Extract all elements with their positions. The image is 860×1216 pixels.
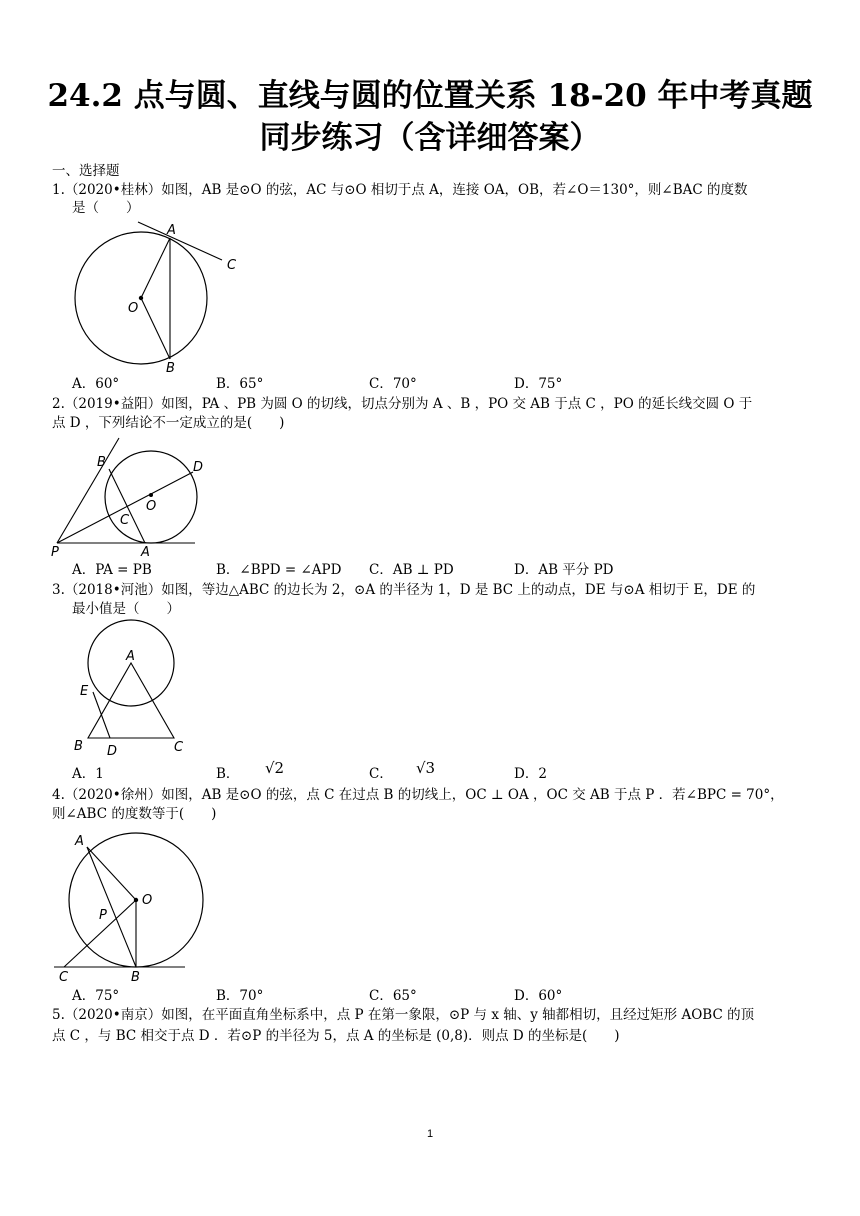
label-c: C xyxy=(120,513,130,528)
label-c: C xyxy=(59,970,69,985)
question-1-option-a: A．60° xyxy=(72,376,120,392)
question-2-option-c: C．AB ⊥ PD xyxy=(369,562,454,578)
question-3-radical-3: √3 xyxy=(416,759,436,777)
question-3-option-c: C． xyxy=(369,766,393,782)
question-4-text-line2: 则∠ABC 的度数等于( ) xyxy=(52,806,217,822)
question-4-text-line1: 4.（2020•徐州）如图，AB 是⊙O 的弦，点 C 在过点 B 的切线上，OC ⊥ OA ，OC 交 AB 于点 P ．若∠BPC = 70°， xyxy=(52,787,784,803)
question-1-option-d: D．75° xyxy=(514,376,563,392)
tangent-line-ac xyxy=(138,222,222,260)
chord-ab xyxy=(109,469,145,543)
question-2-option-a: A．PA = PB xyxy=(72,562,152,578)
question-2-text-line2: 点 D ，下列结论不一定成立的是( ) xyxy=(52,415,285,431)
radius-oa xyxy=(87,847,136,900)
question-5-text-line2: 点 C ，与 BC 相交于点 D ．若⊙P 的半径为 5，点 A 的坐标是 (0,8)．则点 D 的坐标是( ) xyxy=(52,1028,620,1044)
question-4-option-a: A．75° xyxy=(72,988,120,1004)
radius-oa xyxy=(141,238,170,298)
label-c: C xyxy=(174,740,184,755)
question-3-option-b: B． xyxy=(216,766,240,782)
question-1-text-line1: 1.（2020•桂林）如图，AB 是⊙O 的弦，AC 与⊙O 相切于点 A，连接 OA，OB，若∠O＝130°，则∠BAC 的度数 xyxy=(52,182,748,198)
question-1-option-c: C．70° xyxy=(369,376,417,392)
question-4-option-c: C．65° xyxy=(369,988,417,1004)
center-point-o xyxy=(134,898,138,902)
label-c: C xyxy=(227,258,237,273)
label-b: B xyxy=(131,970,140,985)
section-heading: 一、选择题 xyxy=(52,163,120,179)
question-2-option-b: B．∠BPD = ∠APD xyxy=(216,562,342,578)
question-3-figure xyxy=(70,618,200,763)
label-o: O xyxy=(128,301,139,316)
document-title-line1: 24.2 点与圆、直线与圆的位置关系 18-20 年中考真题 xyxy=(47,78,813,114)
document-title-line2: 同步练习（含详细答案） xyxy=(259,120,601,156)
question-1-text-line2: 是（ ） xyxy=(72,200,140,216)
question-3-text-line1: 3.（2018•河池）如图，等边△ABC 的边长为 2，⊙A 的半径为 1，D 是 BC 上的动点，DE 与⊙A 相切于 E，DE 的 xyxy=(52,582,756,598)
center-point-o xyxy=(139,296,143,300)
question-5-text-line1: 5.（2020•南京）如图，在平面直角坐标系中，点 P 在第一象限，⊙P 与 x 轴、y 轴都相切，且经过矩形 AOBC 的顶 xyxy=(52,1007,755,1023)
question-3-text-line2: 最小值是（ ） xyxy=(72,601,180,617)
question-2-option-d: D．AB 平分 PD xyxy=(514,562,614,578)
label-b: B xyxy=(97,455,106,470)
question-1-figure xyxy=(60,215,260,380)
question-2-figure xyxy=(45,432,220,562)
label-a: A xyxy=(141,545,150,560)
label-d: D xyxy=(107,744,118,759)
label-a: A xyxy=(126,649,135,664)
label-b: B xyxy=(74,739,83,754)
label-p: P xyxy=(51,545,59,560)
question-4-figure xyxy=(50,825,220,985)
label-b: B xyxy=(166,361,175,376)
question-1-option-b: B．65° xyxy=(216,376,264,392)
question-4-option-d: D．60° xyxy=(514,988,563,1004)
center-point-o xyxy=(149,493,153,497)
page-number: 1 xyxy=(426,1128,434,1140)
triangle-abc xyxy=(88,663,174,738)
question-3-option-d: D．2 xyxy=(514,766,547,782)
label-p: P xyxy=(99,908,107,923)
label-d: D xyxy=(193,460,204,475)
label-a: A xyxy=(75,834,84,849)
question-3-option-a: A．1 xyxy=(72,766,104,782)
question-3-radical-2: √2 xyxy=(265,759,285,777)
question-2-text-line1: 2.（2019•益阳）如图，PA 、PB 为圆 O 的切线，切点分别为 A 、B ，PO 交 AB 于点 C ，PO 的延长线交圆 O 于 xyxy=(52,396,753,412)
label-a: A xyxy=(167,223,176,238)
radius-ob xyxy=(141,298,170,359)
label-e: E xyxy=(80,684,89,699)
label-o: O xyxy=(142,893,153,908)
label-o: O xyxy=(146,499,157,514)
question-4-option-b: B．70° xyxy=(216,988,264,1004)
